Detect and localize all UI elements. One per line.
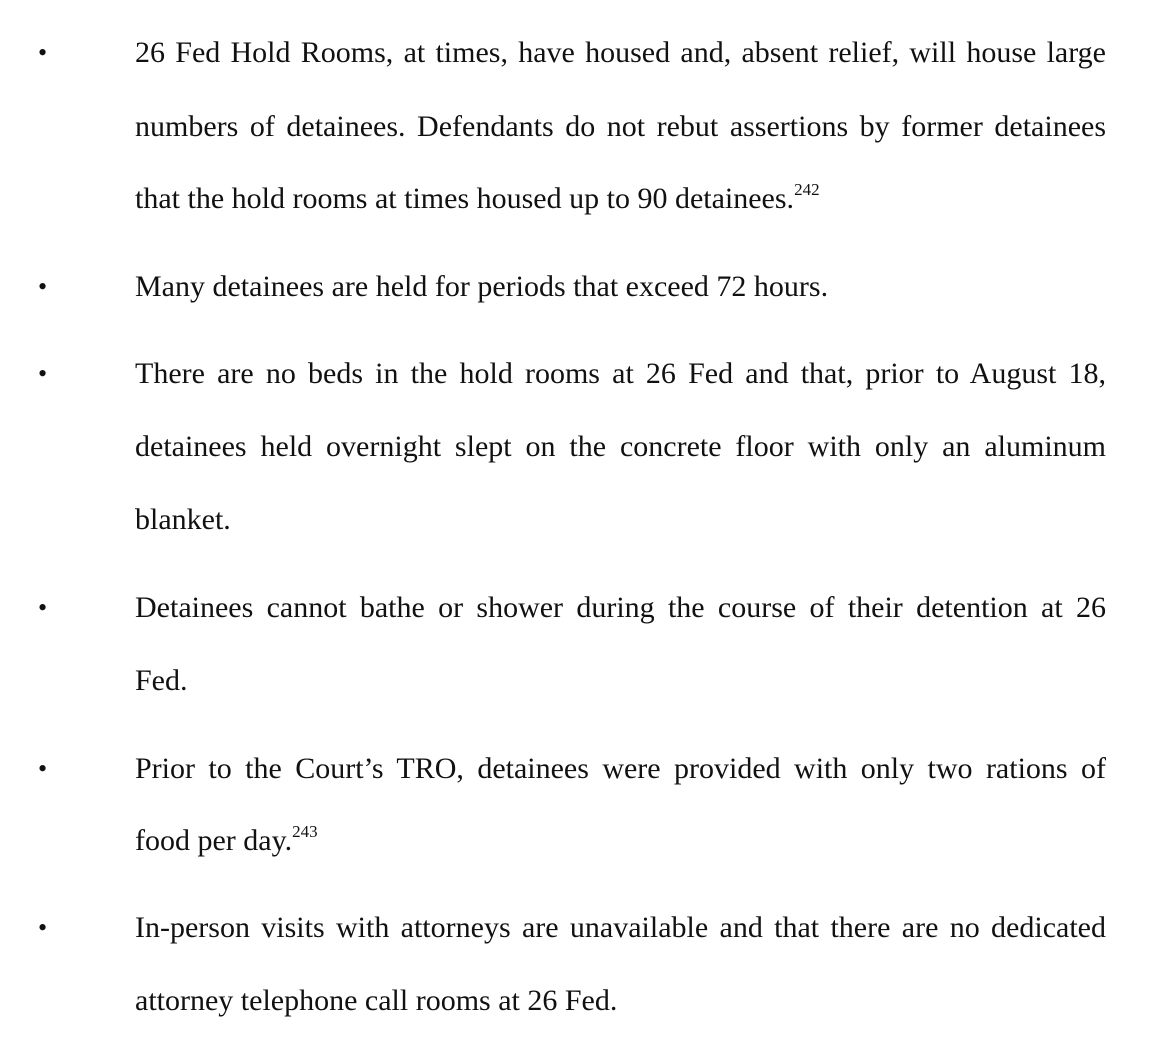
bullet-icon: • [38, 913, 48, 942]
text-line-content: food per day. [135, 824, 293, 857]
text-line: numbers of detainees. Defendants do not rebut assertions by former detainees [135, 110, 1106, 143]
text-line: Prior to the Court’s TRO, detainees were provided with only two rations of [135, 752, 1106, 785]
bullet-icon: • [38, 359, 48, 388]
footnote-ref: 243 [292, 822, 318, 841]
bullet-icon: • [38, 754, 48, 783]
text-line [135, 180, 820, 215]
text-line: 26 Fed Hold Rooms, at times, have housed and, absent relief, will house large [135, 36, 1106, 69]
text-line: Many detainees are held for periods that exceed 72 hours. [135, 270, 829, 303]
text-line-content: that the hold rooms at times housed up to 90 detainees. [135, 182, 795, 215]
text-line: Fed. [135, 664, 188, 697]
text-line: detainees held overnight slept on the concrete floor with only an aluminum [135, 430, 1106, 463]
text-line: attorney telephone call rooms at 26 Fed. [135, 984, 618, 1017]
footnote-ref: 242 [794, 180, 820, 199]
text-line: Detainees cannot bathe or shower during the course of their detention at 26 [135, 591, 1106, 624]
text-line: In-person visits with attorneys are unavailable and that there are no dedicated [135, 911, 1106, 944]
bullet-icon: • [38, 272, 48, 301]
bullet-icon: • [38, 38, 48, 67]
text-line: blanket. [135, 503, 231, 536]
bullet-icon: • [38, 593, 48, 622]
text-line [135, 822, 318, 857]
text-line: There are no beds in the hold rooms at 26 Fed and that, prior to August 18, [135, 357, 1106, 390]
